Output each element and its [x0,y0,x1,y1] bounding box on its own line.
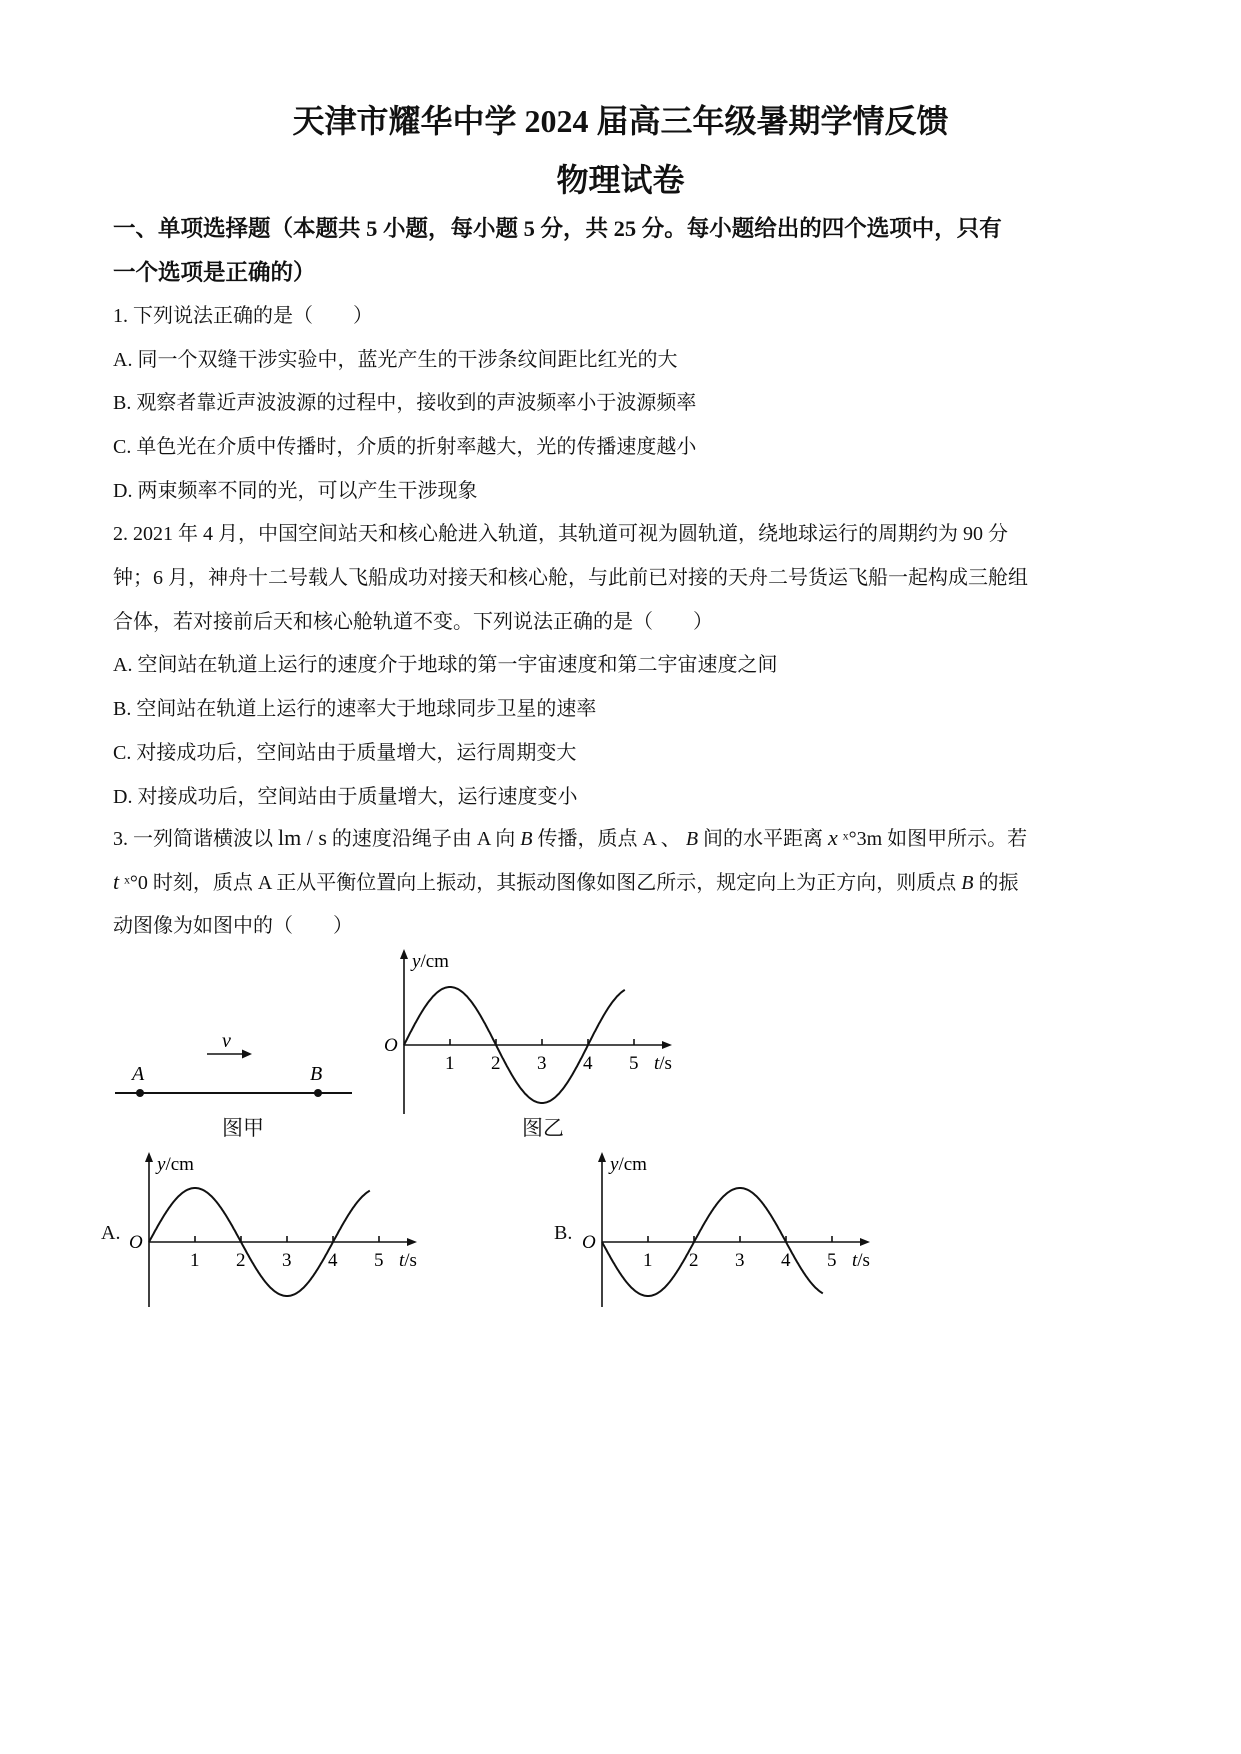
y-axis-label: y/cm [610,1154,647,1175]
graph-option-b [576,1148,886,1313]
point-a-label: A [132,1063,145,1085]
x-tick-label: 4 [583,1053,593,1074]
q1-option-a: A. 同一个双缝干涉实验中，蓝光产生的干涉条纹间距比红光的大 [113,349,678,371]
x-axis-arrow [860,1238,870,1246]
origin-label: O [582,1232,596,1253]
q3-point-b: B [520,828,533,850]
q1-option-b: B. 观察者靠近声波波源的过程中，接收到的声波频率小于波源频率 [113,392,697,414]
q3-var-x: x [828,825,838,850]
x-tick-label: 2 [689,1250,699,1271]
x-tick-label: 3 [282,1250,292,1271]
x-axis-label: t/s [654,1053,672,1074]
y-axis-arrow [145,1152,153,1162]
figure-yi-caption: 图乙 [522,1116,564,1140]
x-tick-label: 1 [643,1250,653,1271]
x-axis-label: t/s [852,1250,870,1271]
y-axis-arrow [598,1152,606,1162]
x-tick-label: 3 [735,1250,745,1271]
figure-jia-rope [100,1030,360,1110]
y-axis-arrow [400,949,408,959]
q3-text: 的速度沿绳子由 A 向 [326,828,521,850]
x-axis-label: t/s [399,1250,417,1271]
q2-stem-line2: 钟；6 月，神舟十二号载人飞船成功对接天和核心舱，与此前已对接的天舟二号货运飞船一起构成三舱组 [113,567,1028,589]
x-tick-label: 3 [537,1053,547,1074]
q3-stem-line3: 动图像为如图中的（ ） [113,915,353,937]
q3-stem-line1 [113,822,1027,851]
q2-option-b: B. 空间站在轨道上运行的速率大于地球同步卫星的速率 [113,698,597,720]
x-tick-label: 5 [629,1053,639,1074]
y-axis-label: y/cm [412,951,449,972]
option-a-label: A. [101,1222,121,1244]
graph-yi [378,945,698,1120]
x-tick-label: 4 [781,1250,791,1271]
y-axis-label: y/cm [157,1154,194,1175]
q2-option-c: C. 对接成功后，空间站由于质量增大，运行周期变大 [113,742,577,764]
origin-label: O [384,1035,398,1056]
x-axis-arrow [407,1238,417,1246]
option-b-label: B. [554,1222,573,1244]
graph-option-a [123,1148,423,1313]
q3-speed: lm / s [278,825,327,850]
q3-text: 间的水平距离 [698,828,829,850]
section-heading-line1: 一、单项选择题（本题共 5 小题，每小题 5 分，共 25 分。每小题给出的四个选项中，只有 [113,216,1002,241]
page-title: 天津市耀华中学 2024 届高三年级暑期学情反馈 [292,103,949,139]
page-subtitle: 物理试卷 [556,162,685,198]
x-tick-label: 2 [491,1053,501,1074]
figure-jia-caption: 图甲 [222,1116,264,1140]
q3-var-t: t [113,869,120,894]
q2-option-d: D. 对接成功后，空间站由于质量增大，运行速度变小 [113,786,578,808]
q3-text: ˣ°0 时刻，质点 A 正从平衡位置向上振动，其振动图像如图乙所示，规定向上为正方向，则质点 [119,872,962,894]
q3-text: 3. 一列简谐横波以 [113,828,278,850]
q1-option-c: C. 单色光在介质中传播时，介质的折射率越大，光的传播速度越小 [113,436,697,458]
q2-stem-line1: 2. 2021 年 4 月，中国空间站天和核心舱进入轨道，其轨道可视为圆轨道，绕地球运行的周期约为 90 分 [113,523,1008,545]
section-heading-line2: 一个选项是正确的） [113,260,316,285]
x-tick-label: 2 [236,1250,246,1271]
q3-point-b: B [961,872,974,894]
point-b-label: B [310,1063,323,1085]
point-b-dot [314,1089,322,1097]
velocity-arrowhead [242,1050,252,1059]
q1-stem: 1. 下列说法正确的是（ ） [113,305,373,327]
x-tick-label: 5 [374,1250,384,1271]
x-tick-label: 1 [445,1053,455,1074]
x-tick-label: 1 [190,1250,200,1271]
q3-point-b: B [685,828,699,850]
x-axis-arrow [662,1041,672,1049]
velocity-label: v [222,1030,231,1052]
origin-label: O [129,1232,143,1253]
q3-text: ˣ°3m 如图甲所示。若 [837,828,1028,850]
q3-stem-line2 [113,866,1018,895]
q3-text: 的振 [973,872,1019,894]
x-tick-label: 5 [827,1250,837,1271]
q2-stem-line3: 合体，若对接前后天和核心舱轨道不变。下列说法正确的是（ ） [113,611,713,633]
x-tick-label: 4 [328,1250,338,1271]
point-a-dot [136,1089,144,1097]
q1-option-d: D. 两束频率不同的光，可以产生干涉现象 [113,480,478,502]
q2-option-a: A. 空间站在轨道上运行的速度介于地球的第一宇宙速度和第二宇宙速度之间 [113,654,778,676]
q3-text: 传播，质点 A 、 [532,828,686,850]
